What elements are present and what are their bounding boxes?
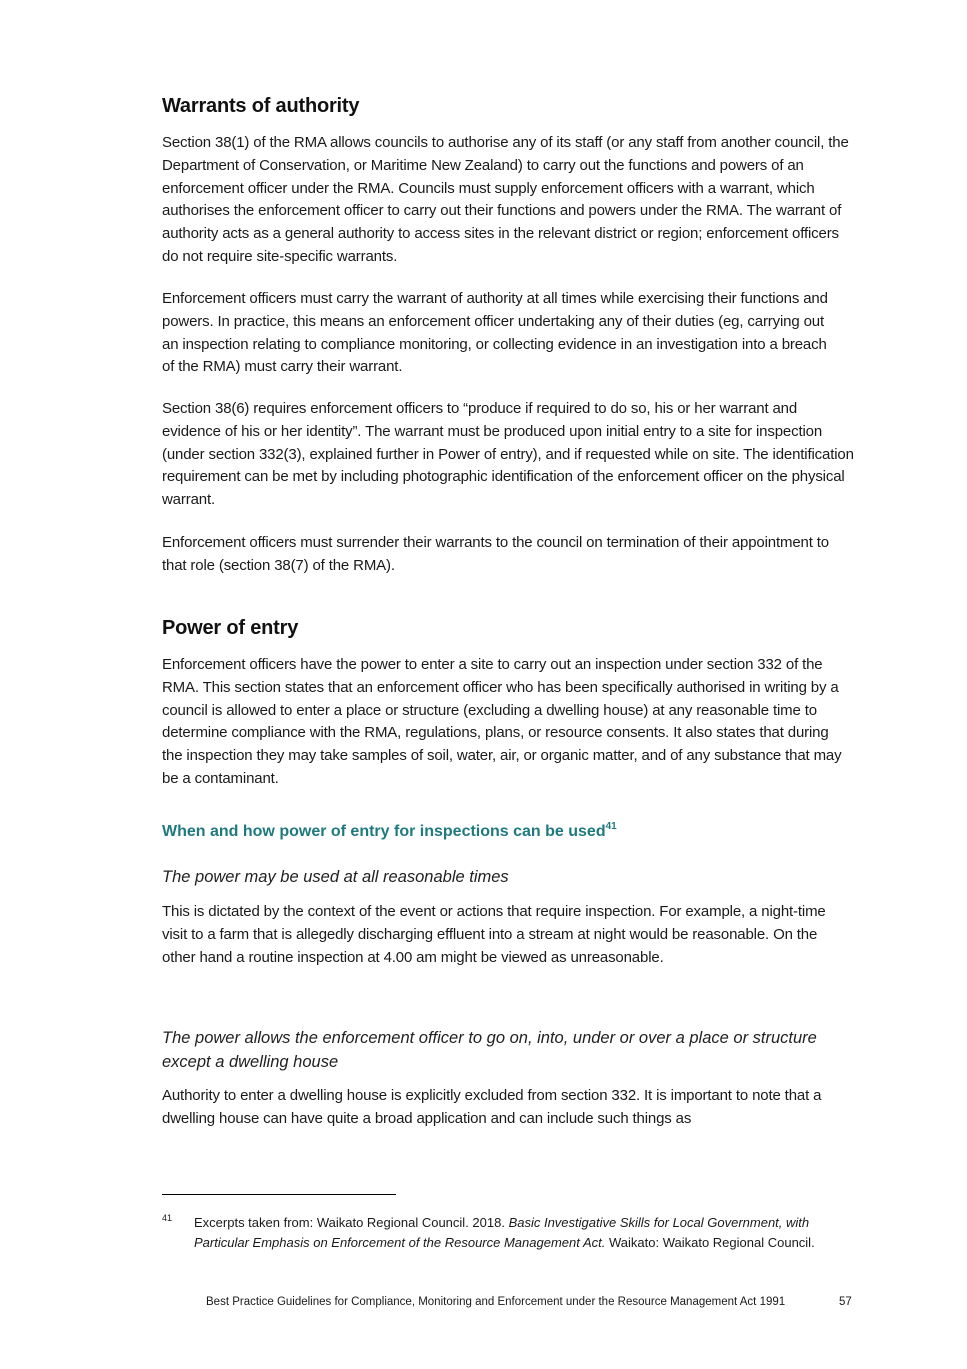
page-number: 57 <box>839 1296 852 1308</box>
footnote-title: Basic Investigative Skills for Local Government, with Particular Emphasis on Enforcement of the Resource Management Act. <box>194 1215 810 1250</box>
section-heading-power-of-entry: Power of entry <box>162 617 299 639</box>
section-heading-warrants: Warrants of authority <box>162 95 360 117</box>
paragraph-power-of-entry: Enforcement officers have the power to enter a site to carry out an inspection under section 332 of the RMA. This section states that an enforcement officer who has been specifically authorised in writing by a council is allowed to enter a place or structure (excluding a dwelling house) at any reasonable time to determine compliance with the RMA, regulations, plans, or resource consents. It also states that during the inspection they may take samples of soil, water, air, or organic matter, and of any substance that may be a contaminant. <box>162 656 842 787</box>
paragraph-warrants-4: Enforcement officers must surrender their warrants to the council on termination of their appointment to that role (section 38(7) of the RMA). <box>162 534 829 574</box>
paragraph-warrants-3: Section 38(6) requires enforcement officers to “produce if required to do so, his or her warrant and evidence of his or her identity”. The warrant must be produced upon initial entry to a site for inspection (under section 332(3), explained further in Power of entry), and if requested while on site. The identification requirement can be met by including photographic identification of the enforcement officer on the physical warrant. <box>162 400 854 509</box>
footnote-reference: 41 <box>605 821 617 832</box>
paragraph-warrants-2: Enforcement officers must carry the warrant of authority at all times while exercising their functions and powers. In practice, this means an enforcement officer undertaking any of their duties (eg, carrying out an inspection relating to compliance monitoring, or collecting evidence in an investigation into a breach of the RMA) must carry their warrant. <box>162 290 828 376</box>
footnote-number: 41 <box>162 1213 173 1223</box>
paragraph-dwelling-house: Authority to enter a dwelling house is explicitly excluded from section 332. It is important to note that a dwelling house can have quite a broad application and can include such things as <box>162 1087 822 1127</box>
subsection-title-dwelling-house: The power allows the enforcement officer to go on, into, under or over a place or structure except a dwelling house <box>162 1029 817 1071</box>
subheading-text: When and how power of entry for inspections can be used <box>162 823 606 840</box>
footnote-lead: Excerpts taken from: Waikato Regional Council. 2018. <box>194 1215 509 1230</box>
footnote-tail: Waikato: Waikato Regional Council. <box>605 1234 815 1250</box>
paragraph-warrants-1: Section 38(1) of the RMA allows councils to authorise any of its staff (or any staff from another council, the Department of Conservation, or Maritime New Zealand) to carry out the functions and powers of an enforcement officer under the RMA. Councils must supply enforcement officers with a warrant, which authorises the enforcement officer to carry out their functions and powers under the RMA. The warrant of authority acts as a general authority to access sites in the relevant district or region; enforcement officers do not require site-specific warrants. <box>162 134 849 265</box>
footnote-text <box>194 1213 844 1252</box>
footnote-divider <box>162 1194 396 1195</box>
paragraph-reasonable-times: This is dictated by the context of the event or actions that require inspection. For example, a night-time visit to a farm that is allegedly discharging effluent into a stream at night would be reasonable. On the other hand a routine inspection at 4.00 am might be viewed as unreasonable. <box>162 903 826 966</box>
footer-document-title: Best Practice Guidelines for Compliance, Monitoring and Enforcement under the Resource Management Act 1991 <box>206 1296 786 1308</box>
subsection-title-reasonable-times: The power may be used at all reasonable times <box>162 868 509 886</box>
subheading-power-of-entry-usage <box>162 823 617 841</box>
